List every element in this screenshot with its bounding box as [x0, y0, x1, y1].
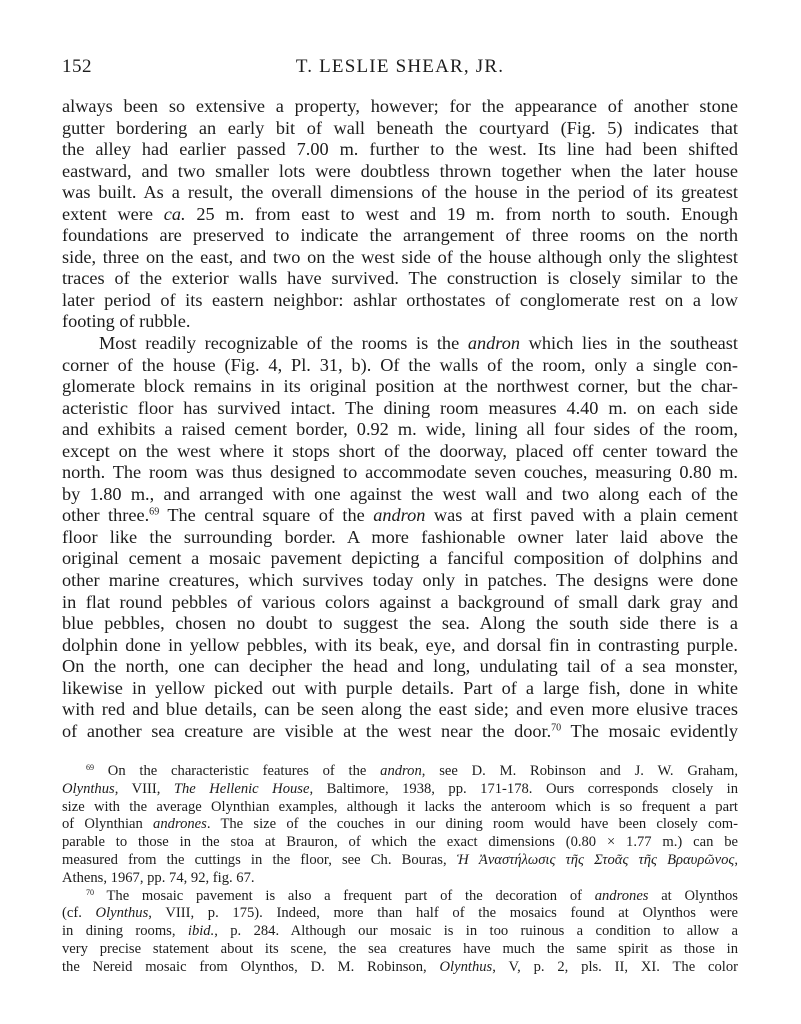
body-line: blue pebbles, chosen no doubt to suggest the sea. Along the south side there is a: [62, 613, 738, 634]
body-line: and exhibits a raised cement border, 0.92 m. wide, lining all four sides of the room,: [62, 419, 738, 440]
body-line: with red and blue details, can be seen along the east side; and even more elusive traces: [62, 699, 738, 720]
body-line: other marine creatures, which survives today only in patches. The designs were done: [62, 570, 738, 591]
footnotes: [62, 763, 738, 977]
body-line: was built. As a result, the overall dimensions of the house in the period of its greatest: [62, 182, 738, 203]
body-line: eastward, and two smaller lots were doubtless thrown together when the later house: [62, 160, 738, 181]
body-line: corner of the house (Fig. 4, Pl. 31, b). Of the walls of the room, only a single con-: [62, 354, 738, 375]
body-line: acteristic floor has survived intact. The dining room measures 4.40 m. on each side: [62, 397, 738, 418]
body-line: the alley had earlier passed 7.00 m. further to the west. Its line had been shifted: [62, 139, 738, 160]
body-line: in flat round pebbles of various colors against a background of small dark gray and: [62, 591, 738, 612]
body-line: except on the west where it stops short of the doorway, placed off center toward the: [62, 440, 738, 461]
page-number: 152: [62, 56, 92, 77]
body-line: always been so extensive a property, however; for the appearance of another stone: [62, 96, 738, 116]
body-line: north. The room was thus designed to accommodate seven couches, measuring 0.80 m.: [62, 462, 738, 483]
body-text: [62, 96, 738, 742]
body-line: glomerate block remains in its original position at the northwest corner, but the char-: [62, 376, 738, 397]
footnote-line: very precise statement about its scene, the sea creatures have much the same spirit as those in: [62, 940, 738, 957]
body-line: foundations are preserved to indicate the arrangement of three rooms on the north: [62, 225, 738, 246]
body-line: floor like the surrounding border. A more fashionable owner later laid above the: [62, 526, 738, 547]
footnote-line: Olynthus, VIII, The Hellenic House, Baltimore, 1938, pp. 171-178. Ours corresponds closely in: [62, 780, 738, 797]
footnote-line: $^{69}$ On the characteristic features of the andron, see D. M. Robinson and J. W. Graham,: [86, 762, 739, 779]
body-line: likewise in yellow picked out with purple details. Part of a large fish, done in white: [62, 677, 738, 698]
body-line: Most readily recognizable of the rooms is the andron which lies in the southeast: [99, 333, 738, 354]
body-line: by 1.80 m., and arranged with one against the west wall and two along each of the: [62, 483, 738, 504]
running-head: T. LESLIE SHEAR, JR.: [295, 56, 505, 77]
footnote-line: of Olynthian andrones. The size of the couches in our dining room would have been closely com-: [62, 816, 738, 833]
body-line: footing of rubble.: [62, 311, 191, 332]
body-line: side, three on the east, and two on the west side of the house although only the slightest: [62, 246, 738, 267]
body-line: original cement a mosaic pavement depicting a fanciful composition of dolphins and: [62, 548, 738, 569]
body-line: dolphin done in yellow pebbles, with its beak, eye, and dorsal fin in contrasting purple.: [62, 634, 738, 655]
body-line: extent were ca. 25 m. from east to west and 19 m. from north to south. Enough: [62, 203, 738, 224]
body-line: of another sea creature are visible at the west near the door.$^{70}$ The mosaic evidently: [62, 720, 738, 741]
page-header: [62, 56, 738, 82]
footnote-line: in dining rooms, ibid., p. 284. Although our mosaic is in too ruinous a condition to allow a: [62, 923, 738, 940]
body-line: On the north, one can decipher the head and long, undulating tail of a sea monster,: [62, 656, 738, 677]
footnote-line: Athens, 1967, pp. 74, 92, fig. 67.: [62, 869, 255, 886]
footnote-line: the Nereid mosaic from Olynthos, D. M. Robinson, Olynthus, V, p. 2, pls. II, XI. The color: [62, 958, 738, 975]
body-line: traces of the exterior walls have survived. The construction is closely similar to the: [62, 268, 738, 289]
footnote-line: size with the average Olynthian examples, although it lacks the anteroom which is so frequent a part: [62, 798, 738, 815]
footnote-line: measured from the cuttings in the floor, see Ch. Bouras, Ἡ Ἀναστήλωσις τῆς Στοᾶς τῆς Βραυρῶνος,: [62, 851, 739, 868]
footnote-line: parable to those in the stoa at Brauron, of which the exact dimensions (0.80 × 1.77 m.) can be: [62, 834, 738, 851]
footnote-line: (cf. Olynthus, VIII, p. 175). Indeed, more than half of the mosaics found at Olynthos were: [62, 905, 738, 922]
body-line: other three.$^{69}$ The central square of the andron was at first paved with a plain cement: [62, 505, 738, 526]
body-line: gutter bordering an early bit of wall beneath the courtyard (Fig. 5) indicates that: [62, 117, 738, 138]
footnote-line: $^{70}$ The mosaic pavement is also a frequent part of the decoration of andrones at Olynthos: [86, 887, 738, 904]
body-line: later period of its eastern neighbor: ashlar orthostates of conglomerate rest on a low: [62, 289, 738, 310]
